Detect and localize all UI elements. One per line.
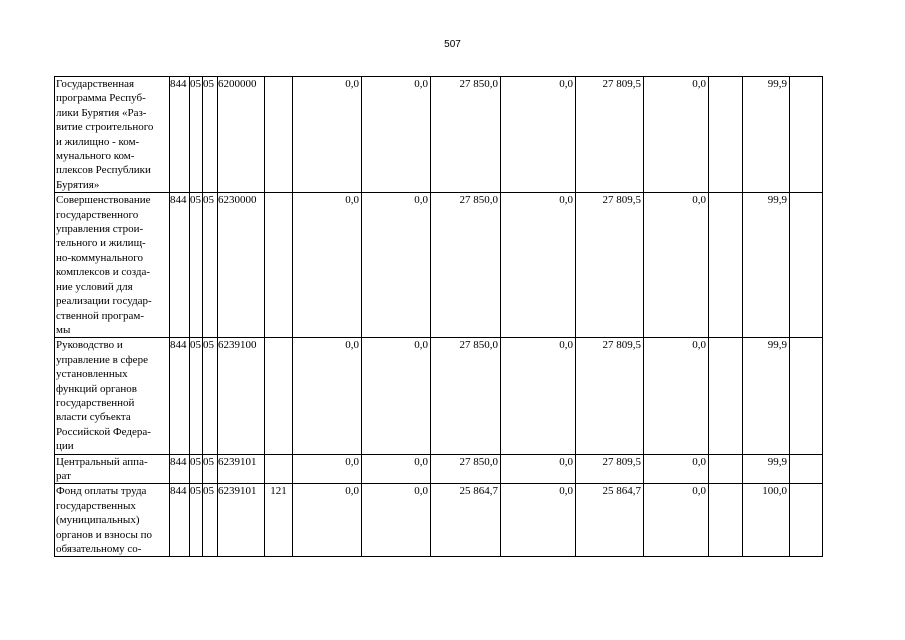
cell-pr: 05	[203, 77, 218, 193]
cell-name-line: ние условий для	[56, 280, 133, 293]
cell-name	[55, 484, 170, 557]
cell-amount-2: 0,0	[362, 484, 431, 557]
cell-name-line: тельного и жилищ-	[56, 237, 146, 250]
cell-gr: 844	[170, 77, 190, 193]
cell-name-line: государственной	[56, 396, 135, 409]
cell-amount-3: 25 864,7	[431, 484, 501, 557]
cell-amount-4: 0,0	[501, 454, 576, 484]
cell-amount-1: 0,0	[293, 77, 362, 193]
cell-amount-1: 0,0	[293, 338, 362, 454]
cell-name-line: управление в сфере	[56, 353, 148, 366]
cell-amount-3: 27 850,0	[431, 338, 501, 454]
cell-amount-4: 0,0	[501, 338, 576, 454]
cell-gr: 844	[170, 193, 190, 338]
cell-name-line: Бурятия»	[56, 178, 100, 191]
cell-amount-7	[709, 77, 743, 193]
cell-csr: 6230000	[218, 193, 265, 338]
cell-name-line: Центральный аппа-	[56, 455, 148, 468]
cell-amount-6: 0,0	[644, 193, 709, 338]
cell-name-line: органов и взносы по	[56, 528, 152, 541]
cell-amount-4: 0,0	[501, 484, 576, 557]
table-row	[55, 77, 875, 193]
cell-name-line: но-коммунального	[56, 251, 144, 264]
cell-vr	[265, 454, 293, 484]
cell-name-line: витие строительного	[56, 121, 154, 134]
cell-amount-7	[709, 484, 743, 557]
page-number: 507	[444, 39, 461, 50]
cell-amount-2: 0,0	[362, 193, 431, 338]
cell-amount-5: 27 809,5	[576, 77, 644, 193]
cell-name-line: лики Бурятия «Раз-	[56, 106, 147, 119]
cell-percent: 99,9	[743, 193, 790, 338]
cell-empty	[790, 454, 823, 484]
cell-name-line: государственного	[56, 208, 139, 221]
cell-amount-7	[709, 338, 743, 454]
cell-empty	[790, 77, 823, 193]
cell-amount-2: 0,0	[362, 77, 431, 193]
cell-rz: 05	[190, 77, 203, 193]
cell-name-line: Российской Федера-	[56, 425, 151, 438]
cell-pr: 05	[203, 193, 218, 338]
cell-gr: 844	[170, 338, 190, 454]
cell-vr	[265, 193, 293, 338]
cell-name-line: (муниципальных)	[56, 514, 140, 527]
cell-percent: 100,0	[743, 484, 790, 557]
cell-amount-1: 0,0	[293, 484, 362, 557]
cell-name-line: комплексов и созда-	[56, 266, 150, 279]
cell-amount-7	[709, 454, 743, 484]
cell-name-line: мунального ком-	[56, 150, 135, 163]
cell-amount-4: 0,0	[501, 77, 576, 193]
cell-amount-5: 27 809,5	[576, 454, 644, 484]
cell-rz: 05	[190, 338, 203, 454]
cell-pr: 05	[203, 338, 218, 454]
cell-name	[55, 193, 170, 338]
cell-amount-6: 0,0	[644, 454, 709, 484]
cell-vr	[265, 338, 293, 454]
cell-amount-3: 27 850,0	[431, 454, 501, 484]
cell-percent: 99,9	[743, 338, 790, 454]
cell-name-line: государственных	[56, 499, 136, 512]
cell-amount-2: 0,0	[362, 338, 431, 454]
cell-name-line: Руководство и	[56, 339, 123, 352]
cell-name-line: рат	[56, 469, 71, 482]
cell-csr: 6239101	[218, 454, 265, 484]
cell-name-line: управления строи-	[56, 223, 144, 236]
table-row	[55, 338, 875, 454]
budget-table	[54, 76, 875, 557]
cell-amount-6: 0,0	[644, 484, 709, 557]
cell-name-line: обязательному со-	[56, 543, 142, 555]
cell-name-line: плексов Республики	[56, 164, 151, 177]
cell-csr: 6239101	[218, 484, 265, 557]
cell-name	[55, 454, 170, 484]
cell-amount-5: 27 809,5	[576, 338, 644, 454]
cell-name-line: власти субъекта	[56, 411, 131, 424]
cell-amount-5: 25 864,7	[576, 484, 644, 557]
cell-name	[55, 77, 170, 193]
cell-amount-7	[709, 193, 743, 338]
cell-gr: 844	[170, 454, 190, 484]
cell-name-line: Государственная	[56, 78, 135, 90]
cell-empty	[790, 193, 823, 338]
cell-amount-5: 27 809,5	[576, 193, 644, 338]
table-row	[55, 193, 875, 338]
cell-name-line: мы	[56, 323, 71, 336]
cell-amount-6: 0,0	[644, 77, 709, 193]
cell-amount-1: 0,0	[293, 454, 362, 484]
cell-amount-6: 0,0	[644, 338, 709, 454]
cell-amount-3: 27 850,0	[431, 77, 501, 193]
cell-name-line: программа Респуб-	[56, 92, 146, 105]
cell-gr: 844	[170, 484, 190, 557]
cell-vr: 121	[265, 484, 293, 557]
cell-name-line: ции	[56, 440, 74, 453]
cell-name-line: Совершенствование	[56, 194, 151, 207]
cell-empty	[790, 484, 823, 557]
cell-name-line: ственной програм-	[56, 309, 145, 322]
cell-name-line: реализации государ-	[56, 295, 152, 308]
cell-name-line: Фонд оплаты труда	[56, 485, 147, 498]
cell-csr: 6200000	[218, 77, 265, 193]
cell-percent: 99,9	[743, 454, 790, 484]
cell-pr: 05	[203, 454, 218, 484]
cell-name	[55, 338, 170, 454]
cell-amount-2: 0,0	[362, 454, 431, 484]
cell-rz: 05	[190, 484, 203, 557]
cell-vr	[265, 77, 293, 193]
table-row	[55, 454, 875, 484]
cell-csr: 6239100	[218, 338, 265, 454]
cell-amount-1: 0,0	[293, 193, 362, 338]
cell-name-line: и жилищно - ком-	[56, 135, 140, 148]
cell-name-line: функций органов	[56, 382, 137, 395]
cell-empty	[790, 338, 823, 454]
cell-rz: 05	[190, 454, 203, 484]
cell-percent: 99,9	[743, 77, 790, 193]
cell-amount-4: 0,0	[501, 193, 576, 338]
cell-pr: 05	[203, 484, 218, 557]
cell-amount-3: 27 850,0	[431, 193, 501, 338]
cell-name-line: установленных	[56, 368, 128, 381]
cell-rz: 05	[190, 193, 203, 338]
table-row	[55, 484, 875, 557]
